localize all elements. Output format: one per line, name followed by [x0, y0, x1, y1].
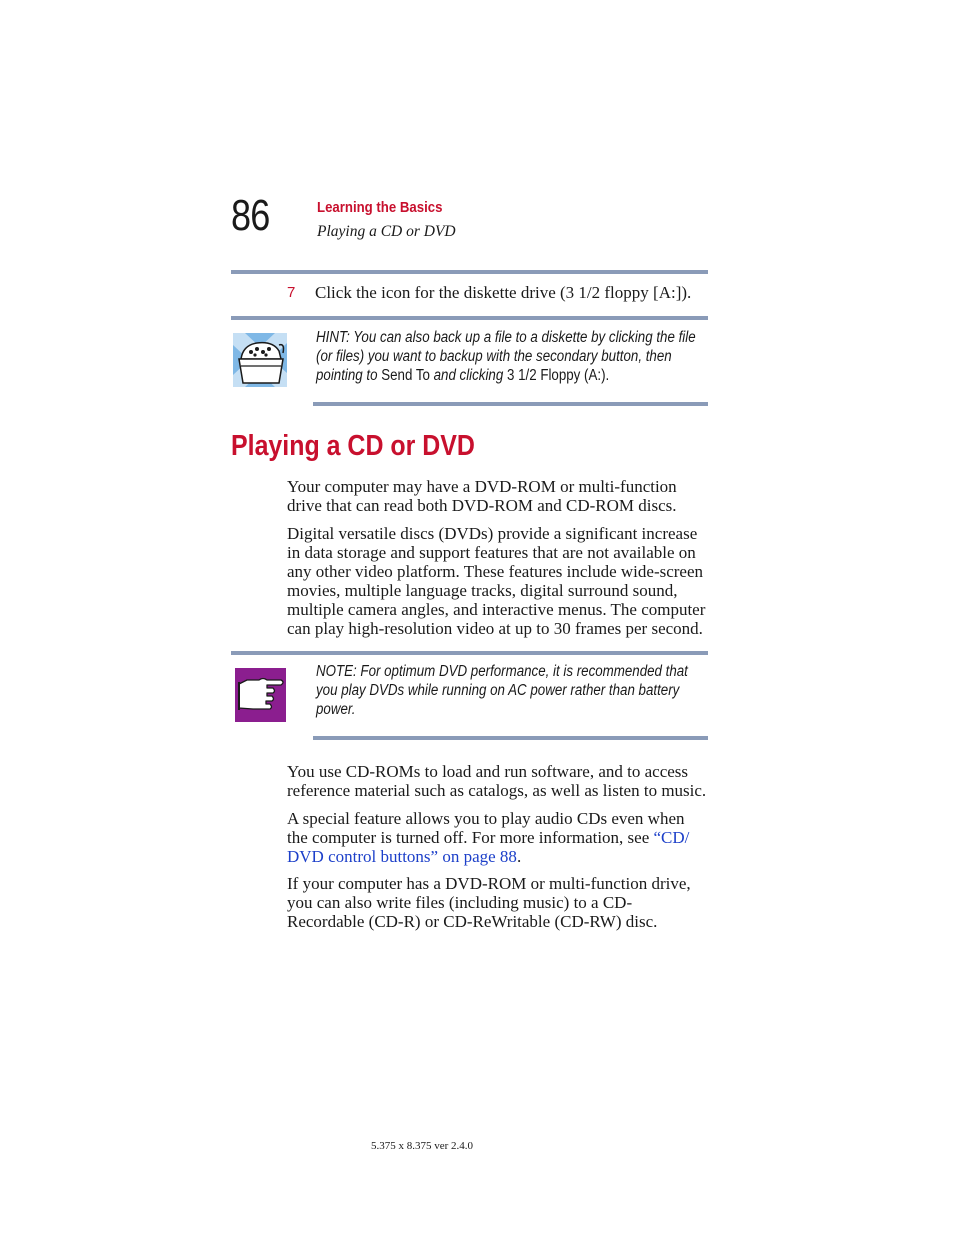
- divider-note-top: [231, 651, 708, 655]
- text-line: A special feature allows you to play audio CDs even when: [287, 809, 685, 828]
- note-line-2: you play DVDs while running on AC power rather than battery: [316, 682, 680, 699]
- text-line: You use CD-ROMs to load and run software, and to access: [287, 762, 689, 781]
- note-line-3: power.: [316, 701, 356, 718]
- hint-text: and clicking: [429, 367, 507, 384]
- hint-line-1: HINT: You can also back up a file to a diskette by clicking the file: [316, 329, 696, 346]
- paragraph-intro: [287, 477, 712, 515]
- hint-menu-send-to: Send To: [381, 367, 430, 384]
- text-line: If your computer has a DVD-ROM or multi-function drive,: [287, 874, 691, 893]
- cross-reference-link[interactable]: “CD/: [653, 828, 690, 847]
- text-line: reference material such as catalogs, as well as listen to music.: [287, 781, 707, 800]
- hint-text: pointing to: [316, 367, 382, 384]
- text-line: in data storage and support features that are not available on: [287, 543, 696, 562]
- page-number: 86: [231, 191, 270, 240]
- text-line: movies, multiple language tracks, digital surround sound,: [287, 581, 678, 600]
- cross-reference-link[interactable]: DVD control buttons” on page 88: [287, 847, 517, 866]
- divider-hint-bottom: [313, 402, 708, 406]
- hint-period: .: [605, 367, 610, 384]
- divider-hint-top: [231, 316, 708, 320]
- text-line: any other video platform. These features include wide-screen: [287, 562, 704, 581]
- text-line: multiple camera angles, and interactive menus. The computer: [287, 600, 706, 619]
- text-line: you can also write files (including music) to a CD-: [287, 893, 633, 912]
- hint-callout: [316, 328, 712, 385]
- divider-top: [231, 270, 708, 274]
- treasure-chest-icon: [233, 333, 287, 387]
- text-span: the computer is turned off. For more information, see: [287, 828, 654, 847]
- divider-note-bottom: [313, 736, 708, 740]
- section-heading: Playing a CD or DVD: [231, 430, 475, 462]
- paragraph-write-files: [287, 874, 712, 931]
- text-line: [287, 828, 712, 847]
- hint-line-2: (or files) you want to backup with the secondary button, then: [316, 348, 672, 365]
- paragraph-cd-roms: [287, 762, 717, 800]
- text-span: .: [516, 847, 522, 866]
- section-subtitle: Playing a CD or DVD: [317, 223, 456, 240]
- paragraph-audio-cds: [287, 809, 712, 866]
- step-text: Click the icon for the diskette drive (3 1/2 floppy [A:]).: [315, 283, 692, 302]
- text-line: Recordable (CD-R) or CD-ReWritable (CD-RW) disc.: [287, 912, 658, 931]
- hint-menu-floppy: 3 1/2 Floppy (A:): [506, 367, 606, 384]
- text-line: Digital versatile discs (DVDs) provide a significant increase: [287, 524, 698, 543]
- hint-line-3: [316, 366, 712, 385]
- note-callout: [316, 662, 712, 719]
- paragraph-dvd-features: [287, 524, 717, 638]
- text-line: [287, 847, 712, 866]
- footer-version: 5.375 x 8.375 ver 2.4.0: [371, 1140, 474, 1152]
- note-line-1: NOTE: For optimum DVD performance, it is recommended that: [316, 663, 688, 680]
- step-number: 7: [287, 284, 296, 301]
- text-line: drive that can read both DVD-ROM and CD-ROM discs.: [287, 496, 677, 515]
- pointing-hand-icon: [235, 668, 286, 722]
- text-line: can play high-resolution video at up to 30 frames per second.: [287, 619, 703, 638]
- chapter-title: Learning the Basics: [317, 199, 443, 216]
- text-line: Your computer may have a DVD-ROM or multi-function: [287, 477, 677, 496]
